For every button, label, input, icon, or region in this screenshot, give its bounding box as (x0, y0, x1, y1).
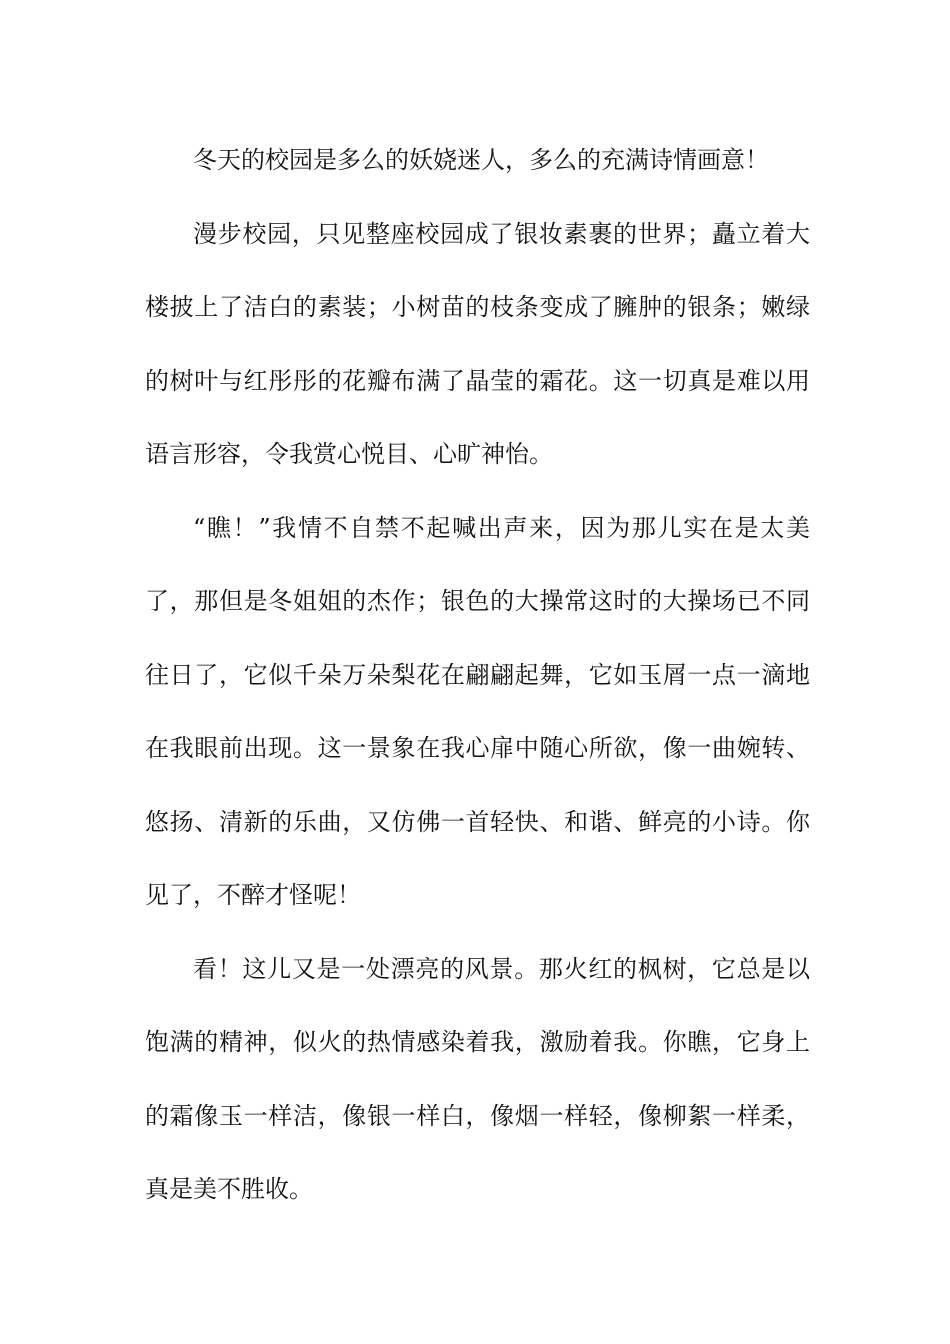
paragraph-4: 看！这儿又是一处漂亮的风景。那火红的枫树，它总是以饱满的精神，似火的热情感染着我，激励着我。你瞧，它身上的霜像玉一样洁，像银一样白，像烟一样轻，像柳絮一样柔，真是美不胜收。 (145, 954, 810, 1203)
essay-body (145, 124, 810, 1227)
paragraph-1: 冬天的校园是多么的妖娆迷人，多么的充满诗情画意！ (193, 146, 769, 174)
paragraph-2: 漫步校园，只见整座校园成了银妆素裹的世界；矗立着大楼披上了洁白的素装；小树苗的枝条变成了臃肿的银条；嫩绿的树叶与红彤彤的花瓣布满了晶莹的霜花。这一切真是难以用语言形容，令我赏心悦目、心旷神怡。 (145, 219, 810, 468)
paragraph-3: “瞧！”我情不自禁不起喊出声来，因为那儿实在是太美了，那但是冬姐姐的杰作；银色的大操常这时的大操场已不同往日了，它似千朵万朵梨花在翩翩起舞，它如玉屑一点一滴地在我眼前出现。这一景象在我心扉中随心所欲，像一曲婉转、悠扬、清新的乐曲，又仿佛一首轻快、和谐、鲜亮的小诗。你见了，不醉才怪呢！ (145, 513, 810, 909)
